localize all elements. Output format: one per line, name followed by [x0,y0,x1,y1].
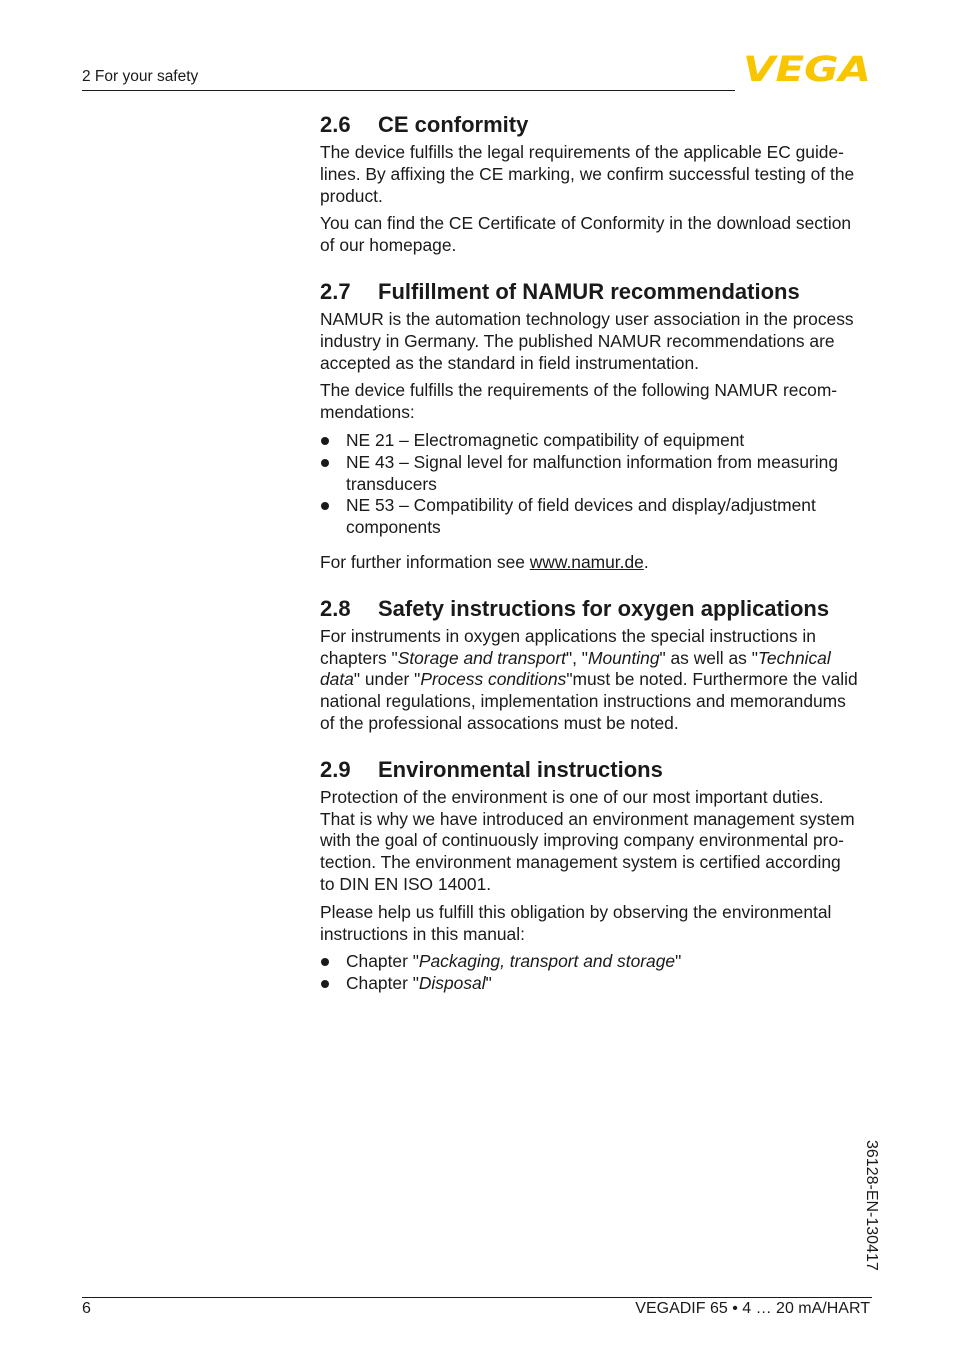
header-section-title: 2 For your safety [82,68,199,85]
section-title: CE conformity [378,112,529,137]
list-item-text: NE 53 – Compatibility of field devices and display/adjustment components [346,495,816,538]
paragraph: The device fulfills the requirements of the following NAMUR recom- mendations: [320,380,838,423]
chapter-reference: Technical data [320,647,831,690]
chapter-reference: Mounting [587,647,660,668]
section-number: 2.6 [320,112,351,137]
text-run: " [485,973,492,994]
section-oxygen [320,594,880,735]
bullet-icon [321,980,329,988]
paragraph: Please help us fulfill this obligation by observing the environmental instructions in this manual: [320,901,832,944]
bullet-icon [321,437,329,445]
list-item [320,430,880,452]
section-environmental [320,755,880,995]
text-run: " [675,951,682,972]
chapter-reference: Storage and transport [397,647,566,668]
section-heading [320,594,880,624]
bullet-icon [321,502,329,510]
further-info [320,552,880,574]
chapter-reference: Disposal [418,973,486,994]
list-item-text: NE 43 – Signal level for malfunction information from measuring transducers [346,451,838,494]
page-content [320,110,880,1015]
section-heading [320,277,880,307]
section-number: 2.9 [320,756,351,782]
side-document-code: 36128-EN-130417 [863,1140,880,1271]
section-ce-conformity [320,110,880,257]
text-run: "must be noted. Furthermore the valid national regulations, implementation instructions and memorandums of the professional assocations must be noted. [320,669,858,733]
paragraph: Protection of the environment is one of our most important duties. That is why we have introduced an environment management system with the goal of continuously improving company environmental pro- tection. The environment management system is certified according to DIN EN ISO 14001. [320,786,855,894]
section-heading [320,110,880,140]
list-item [320,495,880,539]
chapter-reference: Process conditions [420,669,567,690]
namur-list [320,430,880,539]
section-heading [320,755,880,785]
paragraph: You can find the CE Certificate of Conformity in the download section of our homepage. [320,213,852,256]
text-run: For instruments in oxygen applications the special instructions in chapters " [320,625,816,668]
environment-list [320,951,880,995]
text-run: " as well as " [659,647,758,668]
section-title: Environmental instructions [378,756,663,782]
section-number: 2.8 [320,595,351,621]
footer-document-title: VEGADIF 65 • 4 … 20 mA/HART [635,1300,870,1317]
list-item [320,452,880,496]
bullet-icon [321,459,329,467]
list-item [320,951,880,973]
chapter-reference: Packaging, transport and storage [418,951,676,972]
paragraph: The device fulfills the legal requirements of the applicable EC guide- lines. By affixing the CE marking, we confirm successful testing of the product. [320,142,855,206]
page-number: 6 [82,1300,91,1317]
section-title: Safety instructions for oxygen applications [378,595,830,621]
header-rule [82,90,735,91]
list-item [320,973,880,995]
list-item-text: NE 21 – Electromagnetic compatibility of equipment [346,429,745,450]
text-run: ", " [565,647,588,668]
paragraph [320,626,880,735]
section-title: Fulfillment of NAMUR recommendations [378,278,800,304]
vega-logo [742,54,872,84]
text-run: Chapter " [346,973,419,994]
text-run: Chapter " [346,951,419,972]
text-run: " under " [353,669,421,690]
bullet-icon [321,958,329,966]
section-namur [320,277,880,574]
section-number: 2.7 [320,278,351,304]
further-info-text: For further information see [320,551,530,572]
namur-link[interactable]: www.namur.de [529,551,644,572]
paragraph: NAMUR is the automation technology user association in the process industry in Germany. The published NAMUR recommendations are accepted as the standard in field instrumentation. [320,308,854,373]
footer-rule [82,1297,872,1298]
vega-logo-text: VEGA [743,54,871,84]
further-info-suffix: . [643,551,649,572]
